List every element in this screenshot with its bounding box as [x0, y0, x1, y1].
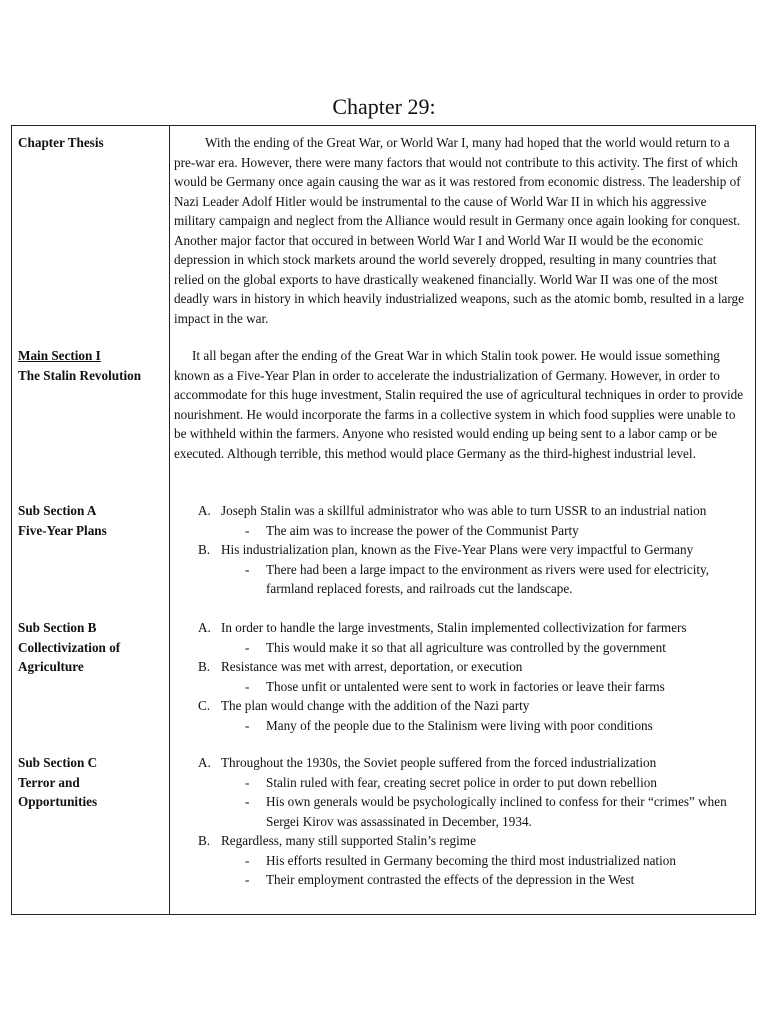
item-letter: A. — [198, 755, 211, 770]
sub-section-b-label — [18, 618, 166, 677]
outline-sub-item — [174, 792, 748, 831]
dash-bullet: - — [245, 678, 250, 694]
sub-item-text: The aim was to increase the power of the Communist Party — [266, 522, 579, 538]
item-letter: B. — [198, 542, 211, 557]
outline-sub-item — [174, 521, 748, 541]
dash-bullet: - — [245, 774, 250, 790]
item-letter: A. — [198, 503, 211, 518]
outline-item — [174, 618, 748, 638]
outline-sub-item — [174, 677, 748, 697]
item-text: Joseph Stalin was a skillful administrator who was able to turn USSR to an industrial nation — [221, 503, 707, 518]
item-text: Throughout the 1930s, the Soviet people suffered from the forced industrialization — [221, 755, 657, 770]
sub-item-text: His efforts resulted in Germany becoming the third most industrialized nation — [266, 852, 676, 868]
dash-bullet: - — [245, 794, 250, 809]
sub-section-c-heading: Sub Section C — [18, 755, 98, 770]
item-letter: B. — [198, 659, 211, 674]
main-section-label — [18, 346, 166, 385]
outline-item — [174, 540, 748, 560]
sub-section-a-label — [18, 501, 166, 540]
sub-section-b-title-line1: Collectivization of — [18, 639, 121, 655]
sub-section-b-heading: Sub Section B — [18, 620, 97, 635]
sub-section-b-content — [174, 618, 748, 735]
item-letter: C. — [198, 698, 211, 713]
outline-item — [174, 696, 748, 716]
sub-section-a-content — [174, 501, 748, 599]
sub-section-c-content — [174, 753, 748, 890]
sub-section-c-title-line2: Opportunities — [18, 794, 98, 809]
outline-sub-item — [174, 638, 748, 658]
sub-section-b-title-line2: Agriculture — [18, 659, 84, 674]
dash-bullet: - — [245, 872, 250, 887]
sub-item-text: This would make it so that all agriculture was controlled by the government — [266, 639, 666, 655]
item-text: In order to handle the large investments, Stalin implemented collectivization for farmers — [221, 620, 687, 635]
outline-sub-item — [174, 560, 748, 599]
sub-item-text: His own generals would be psychologically inclined to confess for their “crimes” when Sergei Kirov was assassinated in December, 1934. — [266, 794, 727, 829]
item-text: His industrialization plan, known as the Five-Year Plans were very impactful to Germany — [221, 542, 694, 557]
sub-item-text: Those unfit or untalented were sent to work in factories or leave their farms — [266, 678, 665, 694]
dash-bullet: - — [245, 561, 250, 577]
item-text: Regardless, many still supported Stalin’s regime — [221, 833, 476, 848]
outline-sub-item — [174, 851, 748, 871]
item-text: The plan would change with the addition of the Nazi party — [221, 698, 530, 713]
outline-sub-item — [174, 716, 748, 736]
thesis-text: With the ending of the Great War, or World War I, many had hoped that the world would return to a pre-war era. However, there were many factors that would not contribute to this activity. The first of which would be Germany once again causing the war as it was restored from economic distress. The leadership of Nazi Leader Adolf Hitler would be instrumental to the cause of World War II in which his aggressive military campaign and neglect from the Alliance would result in Germany once again looking for conquest. Another major factor that occured in between World War I and World War II would be the economic depression in which stock markets around the world severely dropped, resulting in many countries that relied on the global exports to have drastically weakened financially. World War II was one of the most deadly wars in history in which heavily industrialized weapons, such as the atomic bomb, resulted in a large impact in the war. — [174, 135, 744, 326]
sub-section-a-title: Five-Year Plans — [18, 522, 107, 538]
outline-sub-item — [174, 773, 748, 793]
outline-item — [174, 501, 748, 521]
sub-section-c-title-line1: Terror and — [18, 774, 80, 790]
dash-bullet: - — [245, 639, 250, 655]
main-section-content — [174, 346, 748, 463]
item-letter: B. — [198, 833, 211, 848]
outline-item — [174, 831, 748, 851]
item-text: Resistance was met with arrest, deportation, or execution — [221, 659, 523, 674]
dash-bullet: - — [245, 522, 250, 538]
column-divider — [169, 126, 170, 914]
sub-section-c-label — [18, 753, 166, 812]
outline-item — [174, 657, 748, 677]
main-section-heading: Main Section I — [18, 348, 101, 363]
sub-item-text: Stalin ruled with fear, creating secret police in order to put down rebellion — [266, 774, 657, 790]
page-title: Chapter 29: — [332, 94, 436, 119]
dash-bullet: - — [245, 717, 250, 733]
sub-section-a-heading: Sub Section A — [18, 503, 97, 518]
sub-item-text: Their employment contrasted the effects of the depression in the West — [266, 872, 635, 887]
main-section-text: It all began after the ending of the Great War in which Stalin took power. He would issue something known as a Five-Year Plan in order to accelerate the industrialization of Germany. However, in order to accommodate for this huge investment, Stalin required the use of agricultural techniques in order to provide nourishment. He would incorporate the farms in a collective system in which food supplies were unable to be withheld within the farmers. Anyone who resisted would ending up being sent to a labor camp or be executed. Although terrible, this method would place Germany as the third-highest industrial level. — [174, 348, 744, 461]
item-letter: A. — [198, 620, 211, 635]
sub-item-text: Many of the people due to the Stalinism were living with poor conditions — [266, 717, 653, 733]
outline-sub-item — [174, 870, 748, 890]
sub-item-text: There had been a large impact to the environment as rivers were used for electricity, farmland replaced forests, and railroads cut the landscape. — [266, 561, 710, 596]
notes-table — [11, 125, 756, 915]
dash-bullet: - — [245, 852, 250, 868]
thesis-content — [174, 133, 748, 328]
thesis-label-text: Chapter Thesis — [18, 135, 104, 150]
main-section-title: The Stalin Revolution — [18, 367, 142, 383]
outline-item — [174, 753, 748, 773]
thesis-label — [18, 133, 166, 153]
